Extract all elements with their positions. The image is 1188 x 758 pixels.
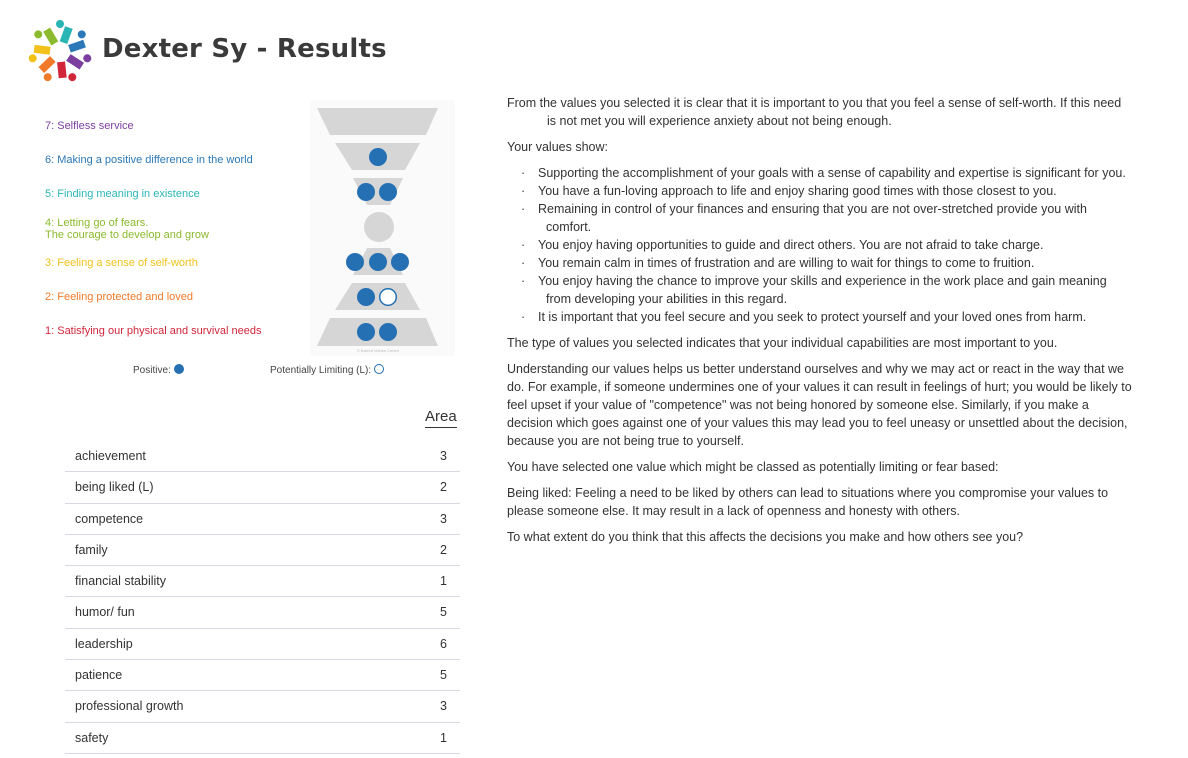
- bullet-item: [507, 272, 1132, 308]
- positive-dot: [357, 288, 375, 306]
- value-name: humor/ fun: [75, 605, 135, 620]
- page-title: Dexter Sy - Results: [102, 34, 387, 64]
- positive-dot: [369, 148, 387, 166]
- value-name: achievement: [75, 449, 146, 463]
- value-area: 3: [440, 699, 447, 714]
- level-7-shape: [317, 108, 438, 135]
- value-name: financial stability: [75, 574, 167, 589]
- value-name: safety: [75, 730, 109, 745]
- bullet-item: [507, 254, 1132, 272]
- bullet-icon: ·: [521, 184, 526, 198]
- values-show-heading: Your values show:: [507, 140, 608, 154]
- question-paragraph: To what extent do you think that this affects the decisions you make and how others see you?: [507, 530, 1024, 544]
- bullet-icon: ·: [521, 166, 526, 180]
- table-row: [65, 691, 460, 722]
- level-4-line1: 4: Letting go of fears.: [45, 217, 149, 229]
- table-row: [65, 535, 460, 566]
- value-area: 5: [440, 668, 447, 683]
- positive-dot: [357, 323, 375, 341]
- bullet-text: Remaining in control of your finances and ensuring that you are not over-stretched provide you with comfort.: [538, 202, 1087, 234]
- positive-dot: [391, 253, 409, 271]
- value-area: 3: [440, 449, 447, 463]
- value-area: 1: [440, 574, 447, 589]
- table-row: [65, 629, 460, 660]
- value-name: patience: [75, 668, 123, 683]
- legend-positive-label: Positive:: [133, 365, 171, 376]
- table-row: [65, 504, 460, 535]
- value-name: competence: [75, 511, 144, 526]
- positive-dot: [369, 253, 387, 271]
- limiting-detail: Being liked: Feeling a need to be liked by others can lead to situations where you compromise your values to please someone else. It may result in a lack of openness and honesty with others.: [507, 486, 1109, 518]
- table-row: [65, 472, 460, 503]
- table-row: [65, 597, 460, 628]
- value-name: being liked (L): [75, 480, 154, 495]
- bullet-icon: ·: [521, 274, 526, 288]
- bullet-text: It is important that you feel secure and you seek to protect yourself and your loved ones from harm.: [538, 310, 1087, 324]
- value-area: 6: [440, 636, 447, 651]
- level-4-shape: [364, 212, 394, 242]
- bullet-text: You enjoy having opportunities to guide and direct others. You are not afraid to take charge.: [538, 238, 1044, 252]
- level-3-label: 3: Feeling a sense of self-worth: [45, 257, 198, 269]
- table-row: [65, 660, 460, 691]
- type-paragraph: The type of values you selected indicates that your individual capabilities are most important to you.: [507, 336, 1058, 350]
- legend-limiting: [270, 364, 384, 376]
- bullet-item: [507, 164, 1132, 182]
- bullet-text: Supporting the accomplishment of your goals with a sense of capability and expertise is significant for you.: [538, 166, 1126, 180]
- bullet-icon: ·: [521, 310, 526, 324]
- positive-dot: [379, 323, 397, 341]
- understanding-paragraph: Understanding our values helps us better understand ourselves and why we may act or react in the way that we do. For example, if someone undermines one of your values it can result in feelings of hurt; you would be likely to feel upset if your value of "competence" was not being honored by someone else. Similarly, if you make a decision which goes against one of your values this may lead you to feel uneasy or unsettled about the decision, because you are not being true to yourself.: [507, 362, 1132, 448]
- area-column-header[interactable]: Area: [425, 408, 457, 428]
- value-area: 1: [440, 730, 447, 745]
- positive-dot: [346, 253, 364, 271]
- table-row: [65, 441, 460, 472]
- table-row: [65, 723, 460, 754]
- value-area: 5: [440, 605, 447, 620]
- level-4-line2: The courage to develop and grow: [45, 229, 209, 241]
- bullet-icon: ·: [521, 202, 526, 216]
- values-bullet-list: [507, 164, 1132, 326]
- copyright: © Barrett Values Centre: [356, 348, 400, 353]
- bullet-item: [507, 182, 1132, 200]
- value-area: 2: [440, 480, 447, 495]
- value-name: leadership: [75, 636, 133, 651]
- bullet-text: You enjoy having the chance to improve your skills and experience in the work place and gain meaning from developing your abilities in this regard.: [538, 274, 1107, 306]
- intro-paragraph: From the values you selected it is clear that it is important to you that you feel a sense of self-worth. If this need is not met you will experience anxiety about not being enough.: [507, 96, 1122, 128]
- limiting-intro: You have selected one value which might be classed as potentially limiting or fear based:: [507, 460, 999, 474]
- bullet-text: You have a fun-loving approach to life and enjoy sharing good times with those closest to you.: [538, 184, 1057, 198]
- positive-dot: [379, 183, 397, 201]
- limiting-dot: [380, 289, 397, 306]
- value-area: 3: [440, 511, 447, 526]
- legend-positive: [133, 364, 184, 376]
- bullet-icon: ·: [521, 256, 526, 270]
- level-6-label: 6: Making a positive difference in the world: [45, 154, 253, 166]
- value-name: family: [75, 542, 108, 557]
- level-7-label: 7: Selfless service: [45, 120, 134, 132]
- positive-dot: [357, 183, 375, 201]
- results-text: [507, 94, 1132, 554]
- level-2-label: 2: Feeling protected and loved: [45, 291, 193, 303]
- value-name: professional growth: [75, 699, 184, 714]
- bullet-text: You remain calm in times of frustration and are willing to wait for things to come to fruition.: [538, 256, 1035, 270]
- level-5-label: 5: Finding meaning in existence: [45, 188, 200, 200]
- values-table: [65, 441, 460, 754]
- bullet-item: [507, 236, 1132, 254]
- bullet-icon: ·: [521, 238, 526, 252]
- level-1-label: 1: Satisfying our physical and survival needs: [45, 325, 262, 337]
- bullet-item: [507, 308, 1132, 326]
- value-area: 2: [440, 542, 447, 557]
- hollow-dot-icon: [374, 364, 384, 374]
- legend-limiting-label: Potentially Limiting (L):: [270, 365, 372, 376]
- level-1-shape: [317, 318, 438, 346]
- table-row: [65, 566, 460, 597]
- filled-dot-icon: [174, 364, 184, 374]
- bullet-item: [507, 200, 1132, 236]
